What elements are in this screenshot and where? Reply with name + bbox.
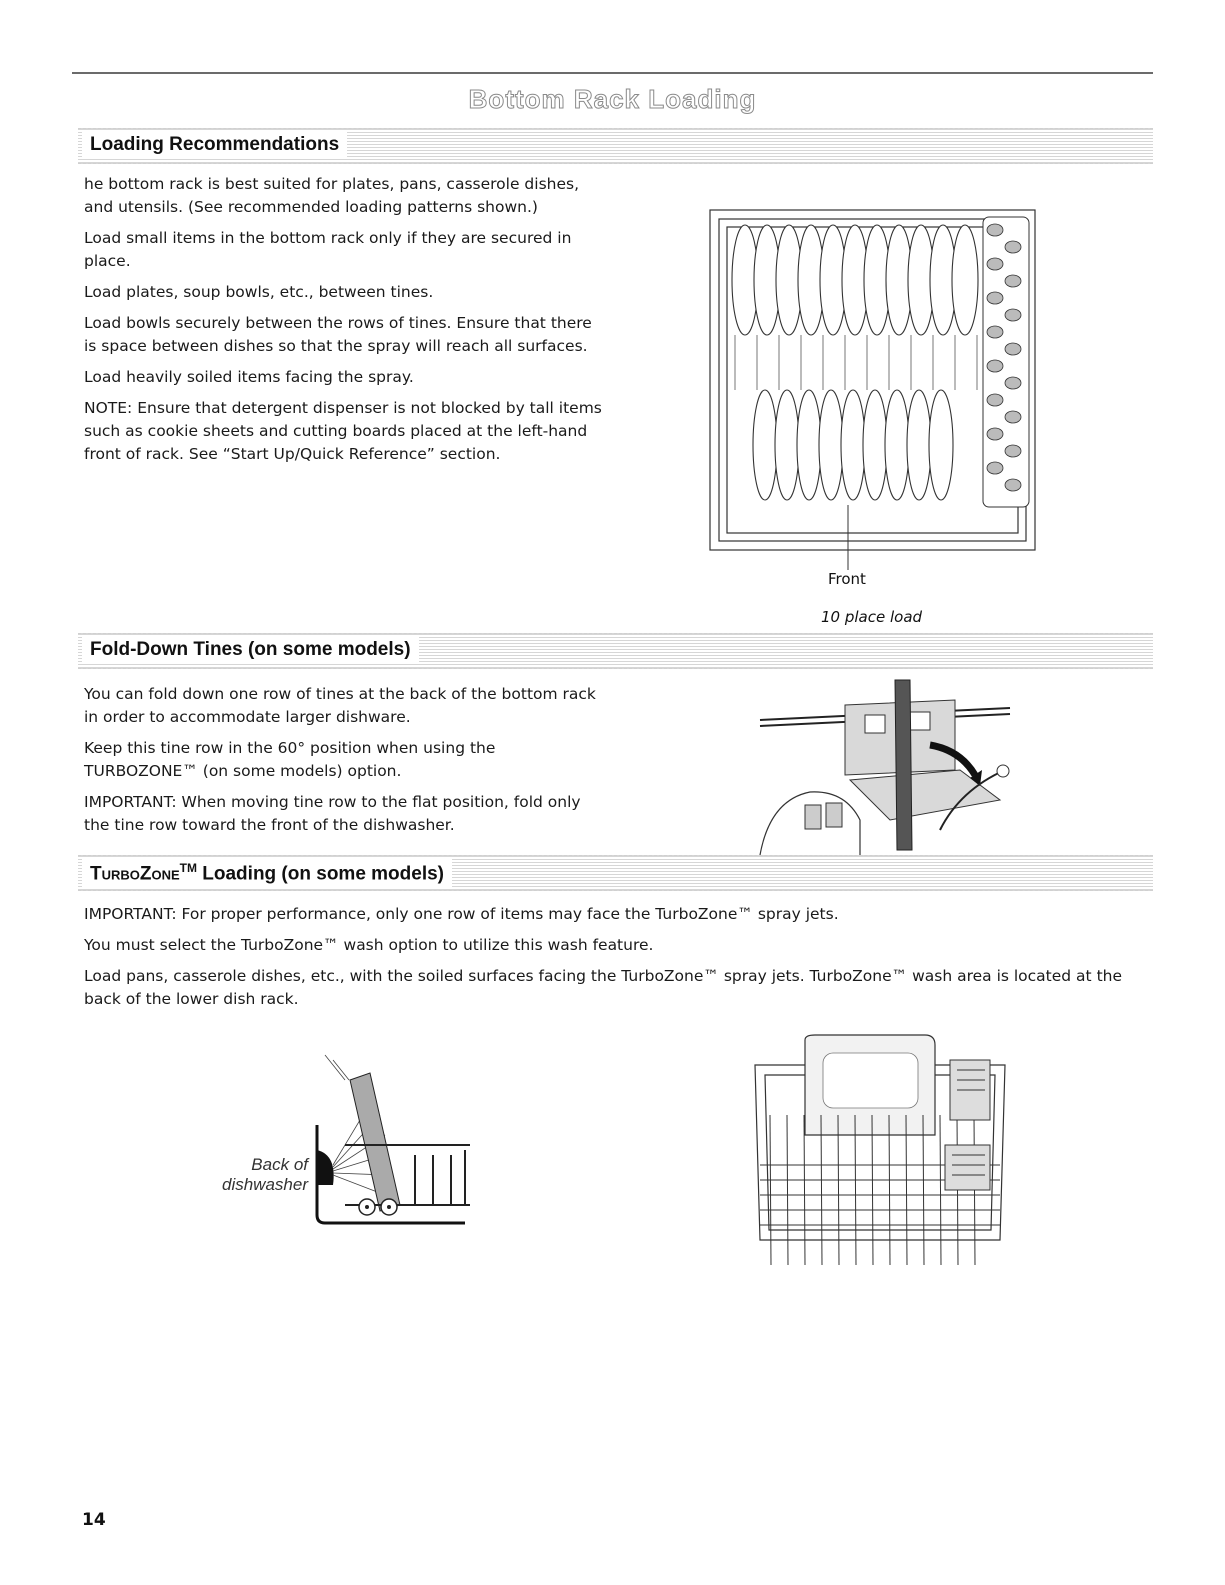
section-bar-loading — [78, 128, 1153, 164]
rack-load-illustration — [705, 205, 1045, 570]
utensil-shape — [987, 394, 1003, 406]
turbozone-text — [84, 903, 1154, 1019]
utensil-shape — [1005, 275, 1021, 287]
utensil-shape — [987, 326, 1003, 338]
figure-caption-place-load: 10 place load — [821, 608, 923, 626]
rack-tine — [838, 1115, 839, 1265]
figure-label-line: Back of — [251, 1155, 308, 1174]
rack-tine — [906, 1115, 907, 1265]
rack-tine — [821, 1115, 822, 1265]
heading-part: Z — [139, 863, 152, 885]
heading-part: ONE — [151, 867, 180, 883]
plate-shape — [907, 390, 931, 500]
section-heading-fold-down: Fold-Down Tines (on some models) — [82, 637, 419, 663]
figure-label-line: dishwasher — [222, 1175, 308, 1194]
plate-shape — [885, 390, 909, 500]
utensil-shape — [1005, 309, 1021, 321]
rack-tine — [872, 1115, 873, 1265]
page-number: 14 — [82, 1510, 106, 1530]
section-heading-loading: Loading Recommendations — [82, 132, 347, 158]
utensil-shape — [987, 428, 1003, 440]
plate-shape — [819, 390, 843, 500]
plate-shape — [863, 390, 887, 500]
plate-shape — [841, 390, 865, 500]
rack-tine — [940, 1115, 941, 1265]
section-bar-turbozone — [78, 855, 1153, 891]
rack-tine — [889, 1115, 890, 1265]
top-rule — [72, 72, 1153, 74]
utensil-shape — [1005, 445, 1021, 457]
utensil-shape — [1005, 343, 1021, 355]
turbozone-paragraph: Load pans, casserole dishes, etc., with the soiled surfaces facing the TurboZone™ spray jets. TurboZone™ wash area is located at the back of the lower dish rack. — [84, 967, 1123, 1008]
heading-part: T — [90, 863, 102, 885]
fold-down-tines-illustration — [760, 680, 1015, 855]
loading-paragraph: Load bowls securely between the rows of tines. Ensure that there is space between dishes so that the spray will reach all surfaces. — [84, 314, 592, 355]
utensil-shape — [987, 292, 1003, 304]
utensil-shape — [1005, 479, 1021, 491]
utensil-shape — [987, 462, 1003, 474]
plate-shape — [753, 390, 777, 500]
fold-down-paragraph: IMPORTANT: When moving tine row to the flat position, fold only the tine row toward the front of the dishwasher. — [84, 793, 581, 834]
rack-tine — [855, 1115, 856, 1265]
section-bar-fold-down — [78, 633, 1153, 669]
heading-part: TM — [179, 861, 197, 875]
utensil-shape — [1005, 411, 1021, 423]
utensil-shape — [987, 258, 1003, 270]
turbozone-paragraph: You must select the TurboZone™ wash option to utilize this wash feature. — [84, 936, 654, 954]
utensil-shape — [1005, 241, 1021, 253]
fold-down-text — [84, 683, 604, 845]
utensil-shape — [1005, 377, 1021, 389]
section-heading-turbozone — [82, 859, 452, 887]
rack-tine — [923, 1115, 924, 1265]
plate-shape — [929, 390, 953, 500]
turbozone-paragraph: IMPORTANT: For proper performance, only one row of items may face the TurboZone™ spray jets. — [84, 905, 839, 923]
loading-paragraph: Load heavily soiled items facing the spray. — [84, 368, 414, 386]
rack-tine — [787, 1115, 788, 1265]
heading-part: Loading (on some models) — [197, 863, 445, 885]
fold-down-paragraph: Keep this tine row in the 60° position when using the TURBOZONE™ (on some models) option. — [84, 739, 496, 780]
plate-shape — [775, 390, 799, 500]
plate-shape — [797, 390, 821, 500]
loading-paragraph: he bottom rack is best suited for plates, pans, casserole dishes, and utensils. (See recommended loading patterns shown.) — [84, 175, 580, 216]
loading-text — [84, 173, 604, 474]
loading-paragraph: Load plates, soup bowls, etc., between tines. — [84, 283, 434, 301]
utensil-shape — [987, 360, 1003, 372]
turbozone-spray-illustration — [315, 1055, 470, 1225]
heading-part: URBO — [101, 867, 140, 883]
figure-label-front: Front — [828, 570, 866, 588]
rack-tine — [770, 1115, 771, 1265]
plate-shape — [952, 225, 978, 335]
turbozone-rack-illustration — [745, 1035, 1015, 1270]
loading-paragraph: NOTE: Ensure that detergent dispenser is not blocked by tall items such as cookie sheets and cutting boards placed at the left-hand front of rack. See “Start Up/Quick Reference” section. — [84, 399, 602, 463]
figure-label-back-of-dishwasher — [200, 1155, 308, 1195]
utensil-shape — [987, 224, 1003, 236]
rack-tine — [804, 1115, 805, 1265]
fold-down-paragraph: You can fold down one row of tines at the back of the bottom rack in order to accommodate larger dishware. — [84, 685, 596, 726]
page-title: Bottom Rack Loading — [468, 84, 757, 114]
loading-paragraph: Load small items in the bottom rack only if they are secured in place. — [84, 229, 572, 270]
